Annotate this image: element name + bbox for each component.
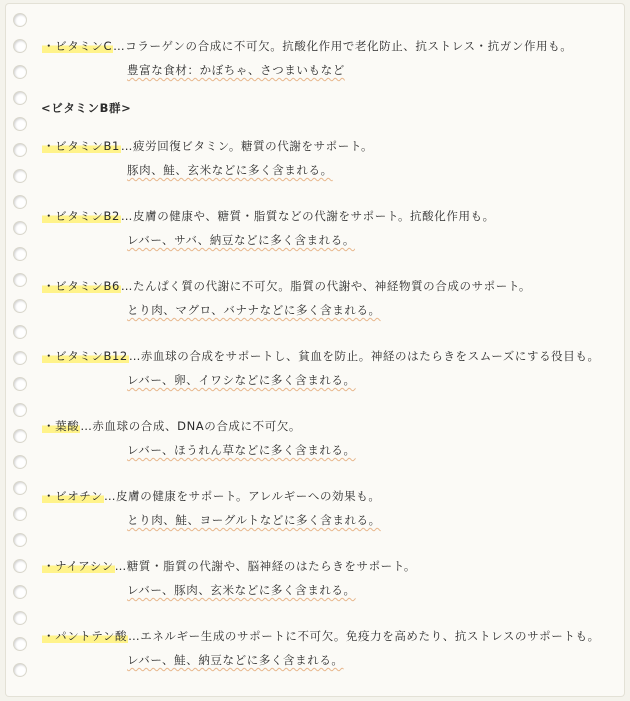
food-sources: とり肉、鮭、ヨーグルトなどに多く含まれる。 [127,513,381,527]
binder-hole-icon [14,144,26,156]
vitamin-name: ・ビオチン [43,489,103,503]
food-sources: とり肉、マグロ、バナナなどに多く含まれる。 [127,303,381,317]
binder-hole-icon [14,170,26,182]
binder-hole-icon [14,404,26,416]
entry-line [42,138,373,154]
binder-hole-icon [14,352,26,364]
vitamin-description: …糖質・脂質の代謝や、脳神経のはたらきをサポート。 [114,559,416,573]
binder-hole-icon [14,66,26,78]
vitamin-description: …赤血球の合成、DNAの合成に不可欠。 [80,419,302,433]
binder-hole-icon [14,612,26,624]
section-heading: <ビタミンB群> [41,101,132,115]
food-sources: レバー、ほうれん草などに多く含まれる。 [127,443,356,457]
binder-hole-icon [14,586,26,598]
entry-line [42,628,600,644]
binder-hole-icon [14,274,26,286]
binder-hole-icon [14,300,26,312]
binder-holes [6,4,36,696]
vitamin-description: …皮膚の健康や、糖質・脂質などの代謝をサポート。抗酸化作用も。 [120,209,495,223]
binder-hole-icon [14,222,26,234]
food-sources: 豊富な食材：かぼちゃ、さつまいもなど [127,63,345,77]
vitamin-description: …皮膚の健康をサポート。アレルギーへの効果も。 [103,489,381,503]
binder-hole-icon [14,664,26,676]
vitamin-name: ・ビタミンB12 [43,349,128,363]
vitamin-name: ・ビタミンB2 [43,209,120,223]
vitamin-name: ・パントテン酸 [43,629,128,643]
binder-hole-icon [14,456,26,468]
food-sources: レバー、豚肉、玄米などに多く含まれる。 [127,583,356,597]
vitamin-name: ・ビタミンC [43,39,113,53]
food-sources: 豚肉、鮭、玄米などに多く含まれる。 [127,163,333,177]
binder-hole-icon [14,560,26,572]
food-sources: レバー、鮭、納豆などに多く含まれる。 [127,653,344,667]
binder-hole-icon [14,430,26,442]
food-sources: レバー、卵、イワシなどに多く含まれる。 [127,373,356,387]
binder-hole-icon [14,92,26,104]
vitamin-name: ・ビタミンB1 [43,139,120,153]
entry-line [42,278,531,294]
entry-line [42,558,416,574]
entry-line [42,38,572,54]
vitamin-name: ・ビタミンB6 [43,279,120,293]
binder-hole-icon [14,508,26,520]
vitamin-description: …エネルギー生成のサポートに不可欠。免疫力を高めたり、抗ストレスのサポートも。 [128,629,600,643]
binder-hole-icon [14,14,26,26]
entry-line [42,488,380,504]
entry-line [42,418,301,434]
vitamin-description: …疲労回復ビタミン。糖質の代謝をサポート。 [120,139,374,153]
binder-hole-icon [14,326,26,338]
notebook-page [6,4,624,696]
food-sources: レバー、サバ、納豆などに多く含まれる。 [127,233,355,247]
binder-hole-icon [14,196,26,208]
binder-hole-icon [14,40,26,52]
entry-line [42,348,600,364]
entry-line [42,208,495,224]
binder-hole-icon [14,638,26,650]
vitamin-name: ・葉酸 [43,419,80,433]
binder-hole-icon [14,248,26,260]
vitamin-description: …赤血球の合成をサポートし、貧血を防止。神経のはたらきをスムーズにする役目も。 [128,349,600,363]
vitamin-description: …たんぱく質の代謝に不可欠。脂質の代謝や、神経物質の合成のサポート。 [120,279,532,293]
binder-hole-icon [14,378,26,390]
vitamin-name: ・ナイアシン [43,559,114,573]
vitamin-description: …コラーゲンの合成に不可欠。抗酸化作用で老化防止、抗ストレス・抗ガン作用も。 [113,39,573,53]
binder-hole-icon [14,118,26,130]
binder-hole-icon [14,534,26,546]
binder-hole-icon [14,482,26,494]
